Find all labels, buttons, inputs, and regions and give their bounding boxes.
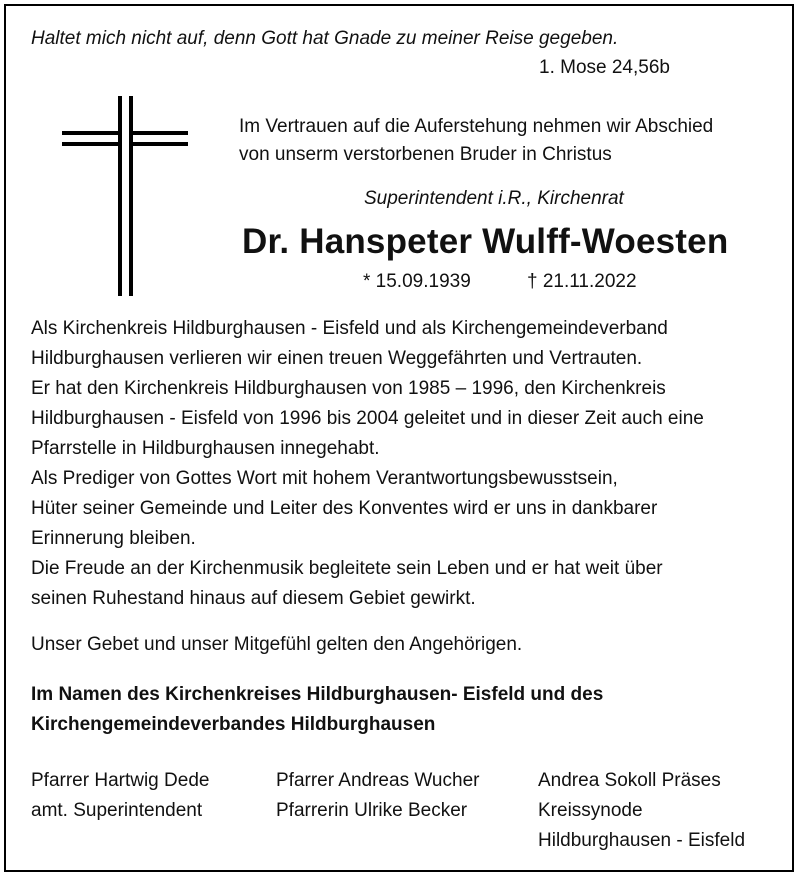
signature-line: Pfarrerin Ulrike Becker (276, 800, 468, 821)
signature-line: amt. Superintendent (31, 800, 203, 821)
body-line: Pfarrstelle in Hildburghausen innegehabt. (31, 438, 380, 459)
body-line: Hildburghausen verlieren wir einen treuen Weggefährten und Vertrauten. (31, 348, 643, 369)
signature-block-sokoll (538, 766, 745, 856)
intro-line-1: Im Vertrauen auf die Auferstehung nehmen wir Abschied (239, 116, 714, 137)
signature-line: Andrea Sokoll Präses (538, 770, 721, 791)
deceased-name: Dr. Hanspeter Wulff-Woesten (242, 222, 729, 261)
body-line: Hildburghausen - Eisfeld von 1996 bis 2004 geleitet und in dieser Zeit auch eine (31, 408, 704, 429)
verse-reference: 1. Mose 24,56b (539, 57, 670, 78)
birth-date: * 15.09.1939 (363, 271, 471, 292)
on-behalf-line-2: Kirchengemeindeverbandes Hildburghausen (31, 714, 436, 735)
body-line: Als Kirchenkreis Hildburghausen - Eisfeld und als Kirchengemeindeverband (31, 318, 668, 339)
body-line: Als Prediger von Gottes Wort mit hohem Verantwortungsbewusstsein, (31, 468, 618, 489)
signature-line: Hildburghausen - Eisfeld (538, 830, 746, 851)
obituary-body (31, 314, 704, 614)
signature-block-dede (31, 766, 209, 826)
signature-line: Pfarrer Andreas Wucher (276, 770, 480, 791)
body-line: Erinnerung bleiben. (31, 528, 196, 549)
body-line: Hüter seiner Gemeinde und Leiter des Konventes wird er uns in dankbarer (31, 498, 658, 519)
body-line: Er hat den Kirchenkreis Hildburghausen von 1985 – 1996, den Kirchenkreis (31, 378, 666, 399)
condolence-text: Unser Gebet und unser Mitgefühl gelten den Angehörigen. (31, 634, 523, 655)
intro-line-2: von unserm verstorbenen Bruder in Christus (239, 144, 612, 165)
signature-line: Pfarrer Hartwig Dede (31, 770, 210, 791)
on-behalf-heading (31, 680, 603, 740)
signature-line: Kreissynode (538, 800, 643, 821)
death-date: † 21.11.2022 (527, 271, 637, 292)
signature-block-wucher-becker (276, 766, 479, 826)
body-line: Die Freude an der Kirchenmusik begleitete sein Leben und er hat weit über (31, 558, 663, 579)
body-line: seinen Ruhestand hinaus auf diesem Gebiet gewirkt. (31, 588, 476, 609)
on-behalf-line-1: Im Namen des Kirchenkreises Hildburghausen- Eisfeld und des (31, 684, 604, 705)
double-line-cross-icon (62, 96, 188, 296)
bible-motto: Haltet mich nicht auf, denn Gott hat Gnade zu meiner Reise gegeben. (31, 28, 619, 49)
deceased-title: Superintendent i.R., Kirchenrat (364, 188, 624, 209)
